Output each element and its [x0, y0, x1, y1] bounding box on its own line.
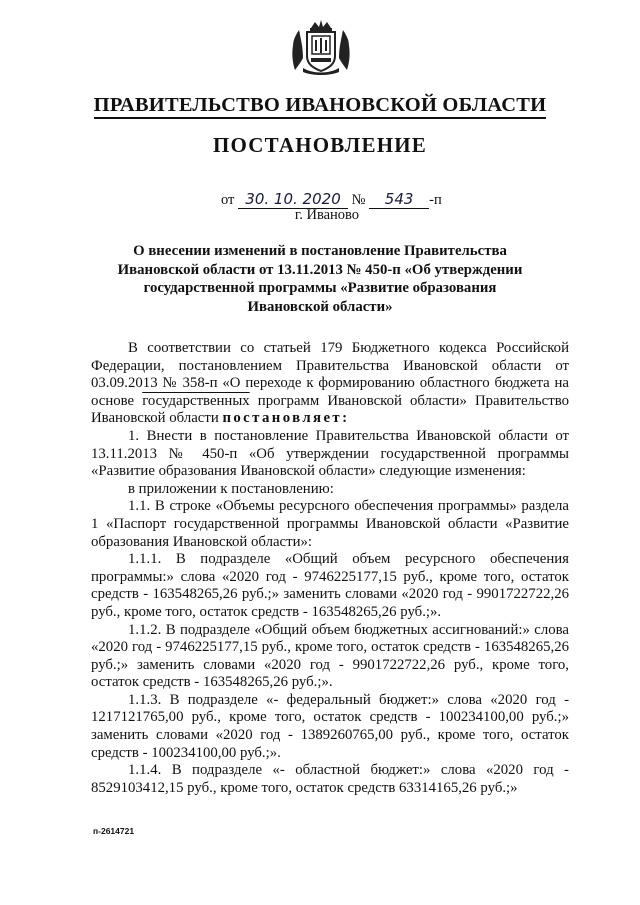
city: г. Иваново [294, 207, 360, 223]
subject-line: государственной программы «Развитие образования [143, 280, 497, 296]
government-title: ПРАВИТЕЛЬСТВО ИВАНОВСКОЙ ОБЛАСТИ [0, 93, 640, 119]
subject-line: Ивановской области» [247, 298, 393, 315]
document-subject [100, 242, 540, 316]
handwritten-number: 543 [369, 190, 429, 209]
paragraph: 1. Внести в постановление Правительства Ивановской области от 13.11.2013 № 450-п «Об утверждении государственной программы «Развитие образования Ивановской области» следующие изменения: [91, 427, 569, 480]
paragraph: в приложении к постановлению: [128, 480, 334, 497]
paragraph-preamble: В соответствии со статьей 179 Бюджетного кодекса Российской Федерации, постановлением Правительства Ивановской области от 03.09.2013 № 358-п «О переходе к формированию областного бюджета на основе государственных программ Ивановской области» Правительство Ивановской области постановляет: [91, 340, 569, 427]
subject-line: О внесении изменений в постановление Правительства [133, 243, 507, 259]
number-suffix: -п [429, 192, 442, 208]
subject-line: Ивановской области от 13.11.2013 № 450-п «Об утверждении [117, 261, 523, 278]
resolves-keyword: постановляет: [222, 410, 350, 427]
date-prefix: от [221, 192, 235, 208]
paragraph: 1.1.1. В подразделе «Общий объем ресурсного обеспечения программы:» слова «2020 год - 9746225177,15 руб., кроме того, остаток средств - 163548265,26 руб.;» заменить словами «2020 год - 9901722722,26 руб., кроме того, остаток средств - 163548265,26 руб.;». [91, 551, 569, 620]
document-type-heading: ПОСТАНОВЛЕНИЕ [212, 133, 428, 157]
number-sign: № [351, 192, 366, 208]
document-registry-number: п-2614721 [93, 826, 135, 836]
document-body [91, 340, 569, 797]
paragraph: 1.1.3. В подразделе «- федеральный бюджет:» слова «2020 год - 1217121765,00 руб., кроме того, остаток средств - 100234100,00 руб.;» заменить словами «2020 год - 1389260765,00 руб., кроме того, остаток средств - 100234100,00 руб.;». [91, 691, 569, 761]
paragraph: 1.1.2. В подразделе «Общий объем бюджетных ассигнований:» слова «2020 год - 9746225177,15 руб., кроме того, остаток средств - 163548265,26 руб.;» заменить словами «2020 год - 9901722722,26 руб., кроме того, остаток средств - 163548265,26 руб.;». [91, 621, 569, 691]
coat-of-arms-icon [289, 18, 353, 76]
handwritten-date: 30. 10. 2020 [238, 190, 348, 209]
paragraph: 1.1. В строке «Объемы ресурсного обеспечения программы» раздела 1 «Паспорт государственной программы Ивановской области «Развитие образования Ивановской области»: [91, 498, 569, 550]
paragraph: 1.1.4. В подразделе «- областной бюджет:» слова «2020 год - 8529103412,15 руб., кроме того, остаток средств 63314165,26 руб.;» [91, 762, 569, 796]
